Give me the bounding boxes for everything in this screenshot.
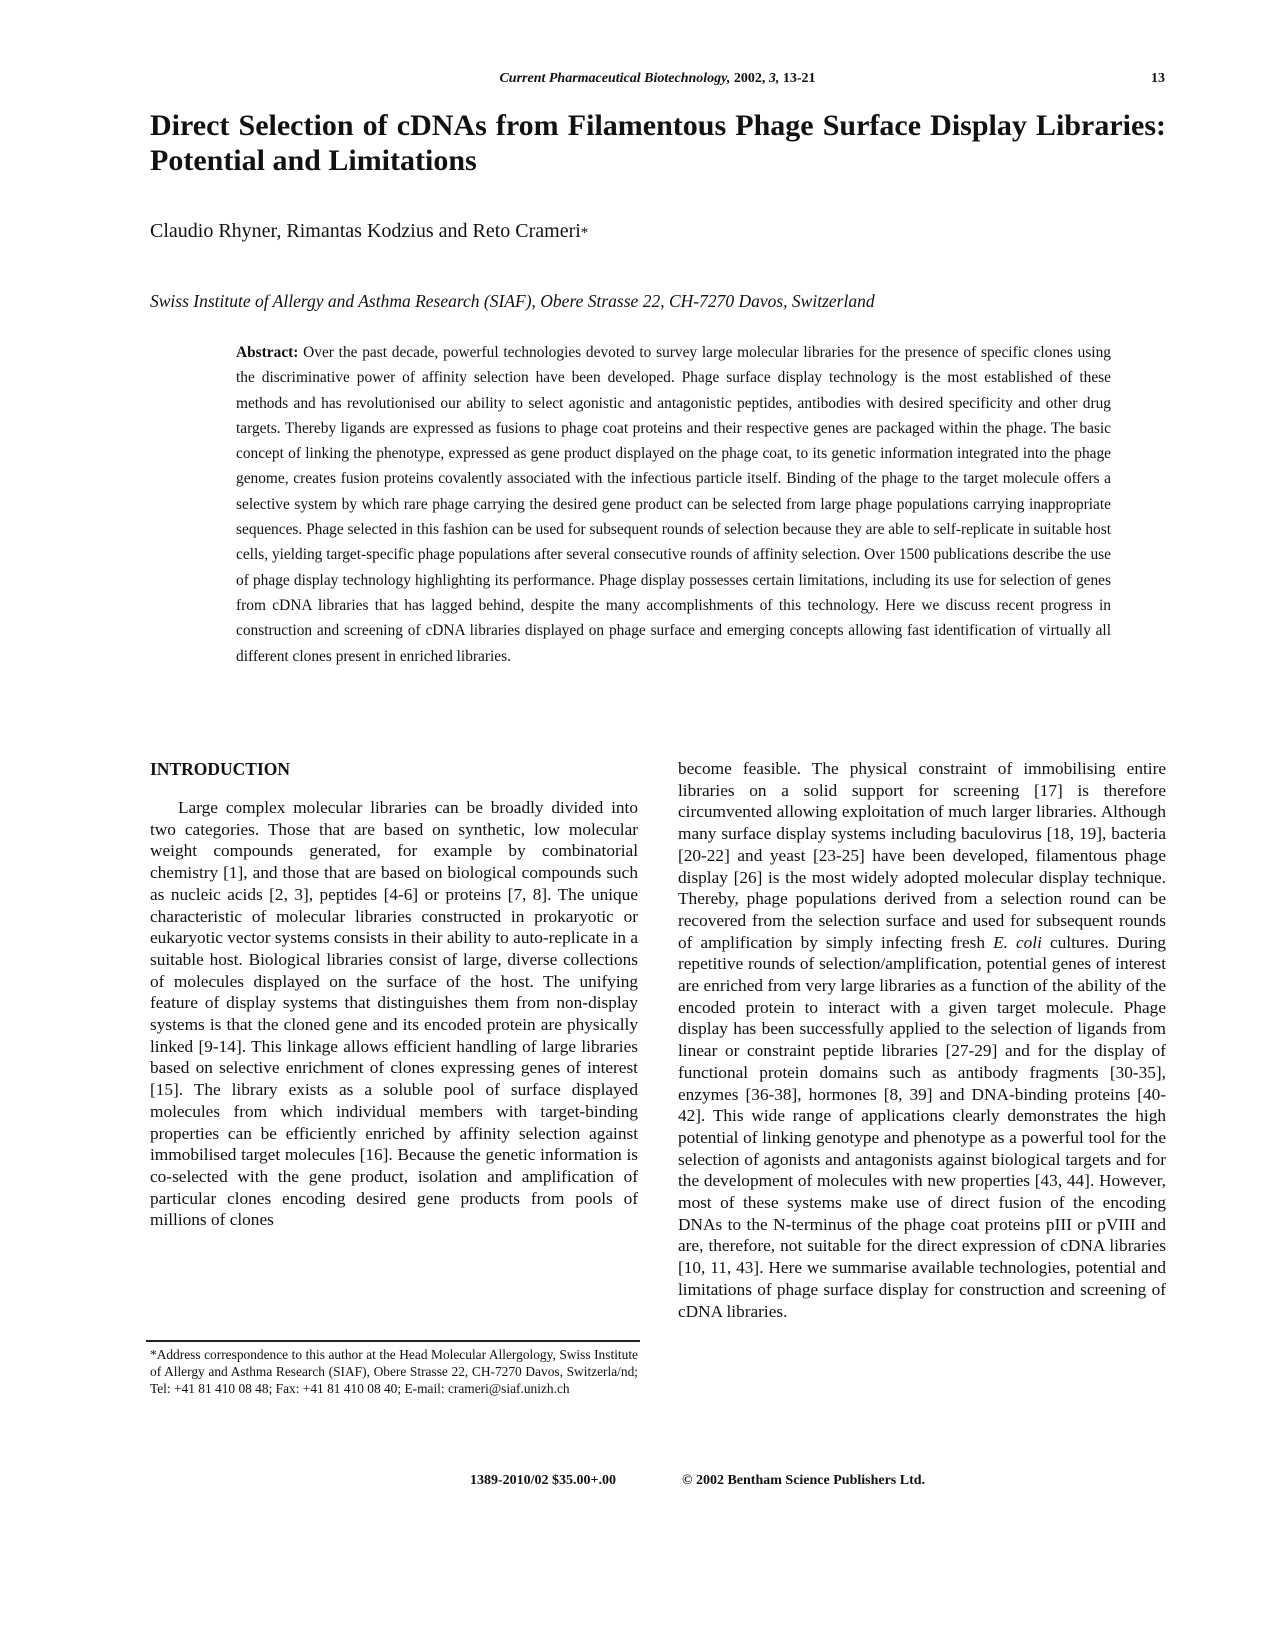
article-title: Direct Selection of cDNAs from Filamentous Phage Surface Display Libraries: Potential and Limitations <box>150 109 1166 177</box>
species-name-italic: E. coli <box>993 932 1042 952</box>
author-names: Claudio Rhyner, Rimantas Kodzius and Reto Crameri <box>150 220 581 242</box>
page-number: 13 <box>1151 71 1165 86</box>
author-list <box>150 218 1150 246</box>
journal-volume: 3, <box>768 71 780 86</box>
affiliation: Swiss Institute of Allergy and Asthma Research (SIAF), Obere Strasse 22, CH-7270 Davos, Switzerland <box>150 291 875 311</box>
introduction-paragraph-right <box>678 758 1166 1322</box>
right-text-part-2: cultures. During repetitive rounds of selection/amplification, potential genes of interest are enriched from very large libraries as a function of the ability of the encoded protein to interact with a given target molecule. Phage display has been successfully applied to the selection of ligands from linear or constraint peptide libraries [27-29] and for the display of functional protein domains such as antibody fragments [30-35], enzymes [36-38], hormones [8, 39] and DNA-binding proteins [40-42]. This wide range of applications clearly demonstrates the high potential of linking genotype and phenotype as a powerful tool for the selection of agonists and antagonists against biological targets and for the development of molecules with new properties [43, 44]. However, most of these systems make use of direct fusion of the encoding DNAs to the N-terminus of the phage coat proteins pIII or pVIII and are, therefore, not suitable for the direct expression of cDNA libraries [10, 11, 43]. Here we summarise available technologies, potential and limitations of phage surface display for construction and screening of cDNA libraries. <box>678 932 1166 1321</box>
introduction-paragraph-left: Large complex molecular libraries can be broadly divided into two categories. Those that are based on synthetic, low molecular weight compounds generated, for example by combinatorial chemistry [1], and those that are based on biological compounds such as nucleic acids [2, 3], peptides [4-6] or proteins [7, 8]. The unique characteristic of molecular libraries constructed in prokaryotic or eukaryotic vector systems consists in their ability to auto-replicate in a suitable host. Biological libraries consist of large, diverse collections of molecules displayed on the surface of the host. The unifying feature of display systems that distinguishes them from non-display systems is that the cloned gene and its encoded protein are physically linked [9-14]. This linkage allows efficient handling of large libraries based on selective enrichment of clones expressing genes of interest [15]. The library exists as a soluble pool of surface displayed molecules from which individual members with target-binding properties can be efficiently enriched by affinity selection against immobilised target molecules [16]. Because the genetic information is co-selected with the gene product, isolation and amplification of particular clones encoding desired gene products from pools of millions of clones <box>150 798 638 1230</box>
abstract-text: Over the past decade, powerful technologies devoted to survey large molecular libraries for the presence of specific clones using the discriminative power of affinity selection have been developed. Phage surface display technology is the most established of these methods and has revolutionised our ability to select agonistic and antagonistic peptides, antibodies with desired specificity and other drug targets. Thereby ligands are expressed as fusions to phage coat proteins and their respective genes are packaged within the phage. The basic concept of linking the phenotype, expressed as gene product displayed on the phage coat, to its genetic information integrated into the phage genome, creates fusion proteins covalently associated with the infectious particle itself. Binding of the phage to the target molecule offers a selective system by which rare phage carrying the desired gene product can be selected from large phage populations carrying inappropriate sequences. Phage selected in this fashion can be used for subsequent rounds of selection because they are able to self-replicate in suitable host cells, yielding target-specific phage populations after several consecutive rounds of affinity selection. Over 1500 publications describe the use of phage display technology highlighting its performance. Phage display possesses certain limitations, including its use for selection of genes from cDNA libraries that has lagged behind, despite the many accomplishments of this technology. Here we discuss recent progress in construction and screening of cDNA libraries displayed on phage surface and emerging concepts allowing fast identification of virtually all different clones present in enriched libraries. <box>236 344 1111 665</box>
copyright-notice: © 2002 Bentham Science Publishers Ltd. <box>682 1473 926 1488</box>
issn-price: 1389-2010/02 $35.00+.00 <box>470 1473 617 1488</box>
left-column <box>150 758 638 1231</box>
journal-name: Current Pharmaceutical Biotechnology, <box>499 71 731 86</box>
correspondence-footnote: *Address correspondence to this author at the Head Molecular Allergology, Swiss Institute of Allergy and Asthma Research (SIAF), Obere Strasse 22, CH-7270 Davos, Switzerla/nd; Tel: +41 81 410 08 48; Fax: +41 81 410 08 40; E-mail: crameri@siaf.unizh.ch <box>150 1347 638 1397</box>
corresponding-author-mark: * <box>580 225 589 241</box>
journal-year: 2002, <box>733 71 766 86</box>
abstract-label: Abstract: <box>236 344 299 361</box>
abstract <box>236 340 1111 669</box>
journal-reference <box>150 71 1165 87</box>
journal-pages: 13-21 <box>782 71 816 86</box>
running-head <box>150 71 1165 93</box>
section-heading-introduction: INTRODUCTION <box>150 759 291 779</box>
right-column <box>678 758 1166 1322</box>
footnote-divider <box>146 1340 640 1342</box>
right-text-part-1: become feasible. The physical constraint of immobilising entire libraries on a solid support for screening [17] is therefore circumvented allowing exploitation of much larger libraries. Although many surface display systems including baculovirus [18, 19], bacteria [20-22] and yeast [23-25] have been developed, filamentous phage display [26] is the most widely adopted molecular display technique. Thereby, phage populations derived from a selection round can be recovered from the selection surface and used for subsequent rounds of amplification by simply infecting fresh <box>678 759 1166 952</box>
